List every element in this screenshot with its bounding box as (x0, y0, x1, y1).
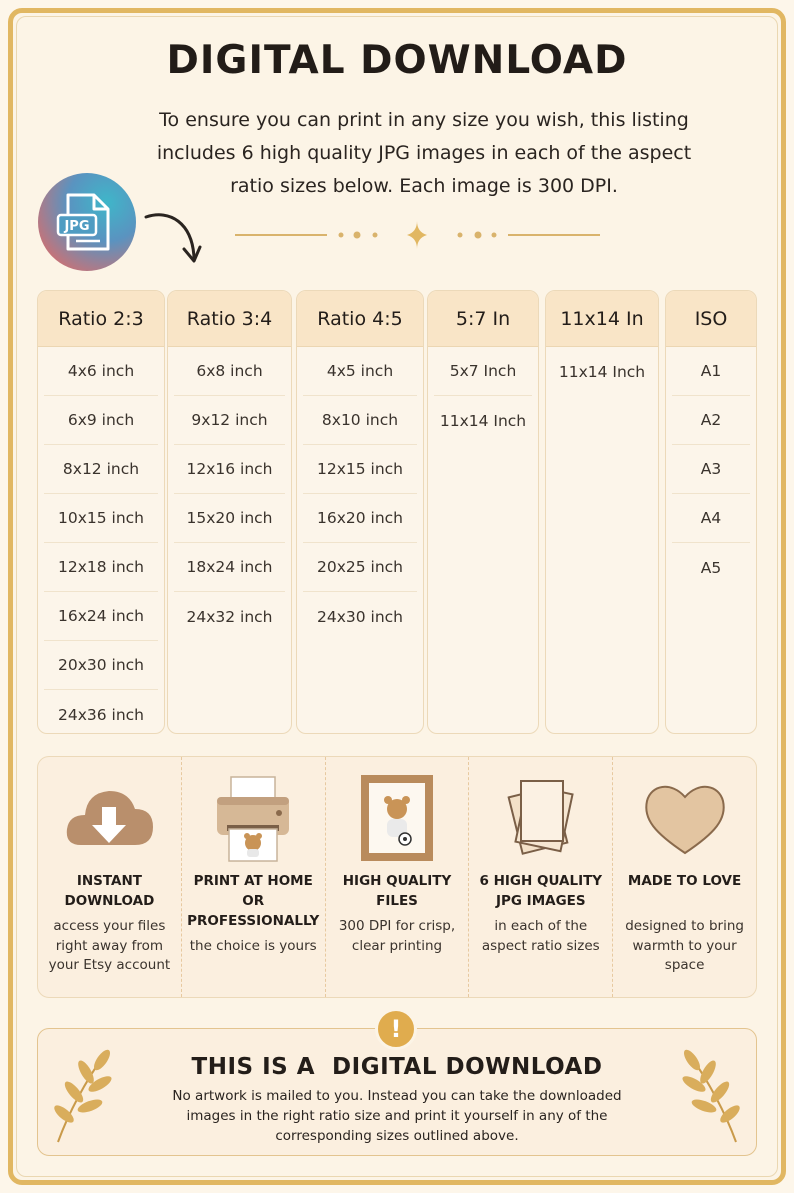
size-cell: A2 (672, 396, 750, 445)
size-cell: 16x20 inch (303, 494, 417, 543)
heart-icon (635, 773, 735, 863)
size-cell: 12x15 inch (303, 445, 417, 494)
size-cell: A3 (672, 445, 750, 494)
cloud-download-icon (59, 773, 159, 863)
size-cell: A4 (672, 494, 750, 543)
size-cell: 4x6 inch (44, 347, 158, 396)
size-column-ratio-3-4 (167, 290, 292, 734)
feature-title: PRINT AT HOME OR PROFESSIONALLY (187, 873, 320, 929)
column-header: Ratio 4:5 (297, 291, 423, 347)
feature-desc: the choice is yours (189, 938, 317, 954)
ornament-divider (235, 220, 600, 250)
size-cell: 15x20 inch (174, 494, 285, 543)
column-header: 5:7 In (428, 291, 538, 347)
framed-bear-icon (347, 773, 447, 863)
column-header: Ratio 3:4 (168, 291, 291, 347)
feature-print (181, 757, 325, 997)
feature-jpg-images (468, 757, 612, 997)
size-column-ratio-2-3 (37, 290, 165, 734)
feature-desc: 300 DPI for crisp, clear printing (338, 918, 456, 954)
feature-title: 6 HIGH QUALITY JPG IMAGES (479, 873, 603, 909)
size-cell: 8x12 inch (44, 445, 158, 494)
size-cell: 11x14 Inch (439, 411, 527, 430)
size-cell: 6x8 inch (174, 347, 285, 396)
feature-made-to-love (612, 757, 756, 997)
page-title: DIGITAL DOWNLOAD (166, 38, 628, 83)
size-cell: A5 (700, 558, 722, 577)
curved-arrow-icon (140, 205, 210, 270)
size-cell: 8x10 inch (303, 396, 417, 445)
feature-title: INSTANT DOWNLOAD (64, 873, 155, 909)
size-cell: 12x18 inch (44, 543, 158, 592)
size-cell: 24x30 inch (316, 607, 404, 626)
printer-icon (203, 773, 303, 863)
size-cell: 24x32 inch (186, 607, 273, 626)
size-cell: 18x24 inch (174, 543, 285, 592)
leaf-branch-icon (670, 1038, 750, 1148)
jpg-file-icon (38, 173, 136, 271)
exclamation-icon: ! (375, 1008, 417, 1050)
size-cell: 5x7 Inch (434, 347, 532, 396)
size-cell: 20x30 inch (44, 641, 158, 690)
size-cell: 10x15 inch (44, 494, 158, 543)
leaf-branch-icon (44, 1038, 124, 1148)
feature-desc: in each of the aspect ratio sizes (481, 918, 600, 954)
feature-desc: designed to bring warmth to your space (625, 918, 744, 973)
size-column-iso (665, 290, 757, 734)
intro-text: To ensure you can print in any size you wish, this listing includes 6 high quality JPG images in each of the aspect ratio sizes below. Each image is 300 DPI. (156, 109, 692, 197)
size-cell: 9x12 inch (174, 396, 285, 445)
size-cell: 20x25 inch (303, 543, 417, 592)
size-cell: 12x16 inch (174, 445, 285, 494)
feature-instant-download (38, 757, 181, 997)
size-cell: 6x9 inch (44, 396, 158, 445)
size-column-11x14 (545, 290, 659, 734)
notice-title: THIS IS A DIGITAL DOWNLOAD (191, 1054, 603, 1080)
feature-title: MADE TO LOVE (627, 873, 742, 889)
size-cell: 4x5 inch (303, 347, 417, 396)
size-column-5x7 (427, 290, 539, 734)
column-header: ISO (666, 291, 756, 347)
size-cell: 16x24 inch (44, 592, 158, 641)
size-cell: 11x14 Inch (558, 362, 646, 381)
size-cell: A1 (672, 347, 750, 396)
column-header: Ratio 2:3 (38, 291, 164, 347)
jpg-badge-label: JPG (64, 219, 90, 234)
features-panel (37, 756, 757, 998)
size-cell: 24x36 inch (57, 705, 145, 724)
feature-title: HIGH QUALITY FILES (342, 873, 452, 909)
feature-desc: access your files right away from your Etsy account (48, 918, 171, 973)
notice-body: No artwork is mailed to you. Instead you can take the downloaded images in the right ratio size and print it yourself in any of the corresponding sizes outlined above. (172, 1088, 622, 1144)
feature-quality (325, 757, 469, 997)
size-column-ratio-4-5 (296, 290, 424, 734)
stacked-images-icon (491, 773, 591, 863)
column-header: 11x14 In (546, 291, 658, 347)
